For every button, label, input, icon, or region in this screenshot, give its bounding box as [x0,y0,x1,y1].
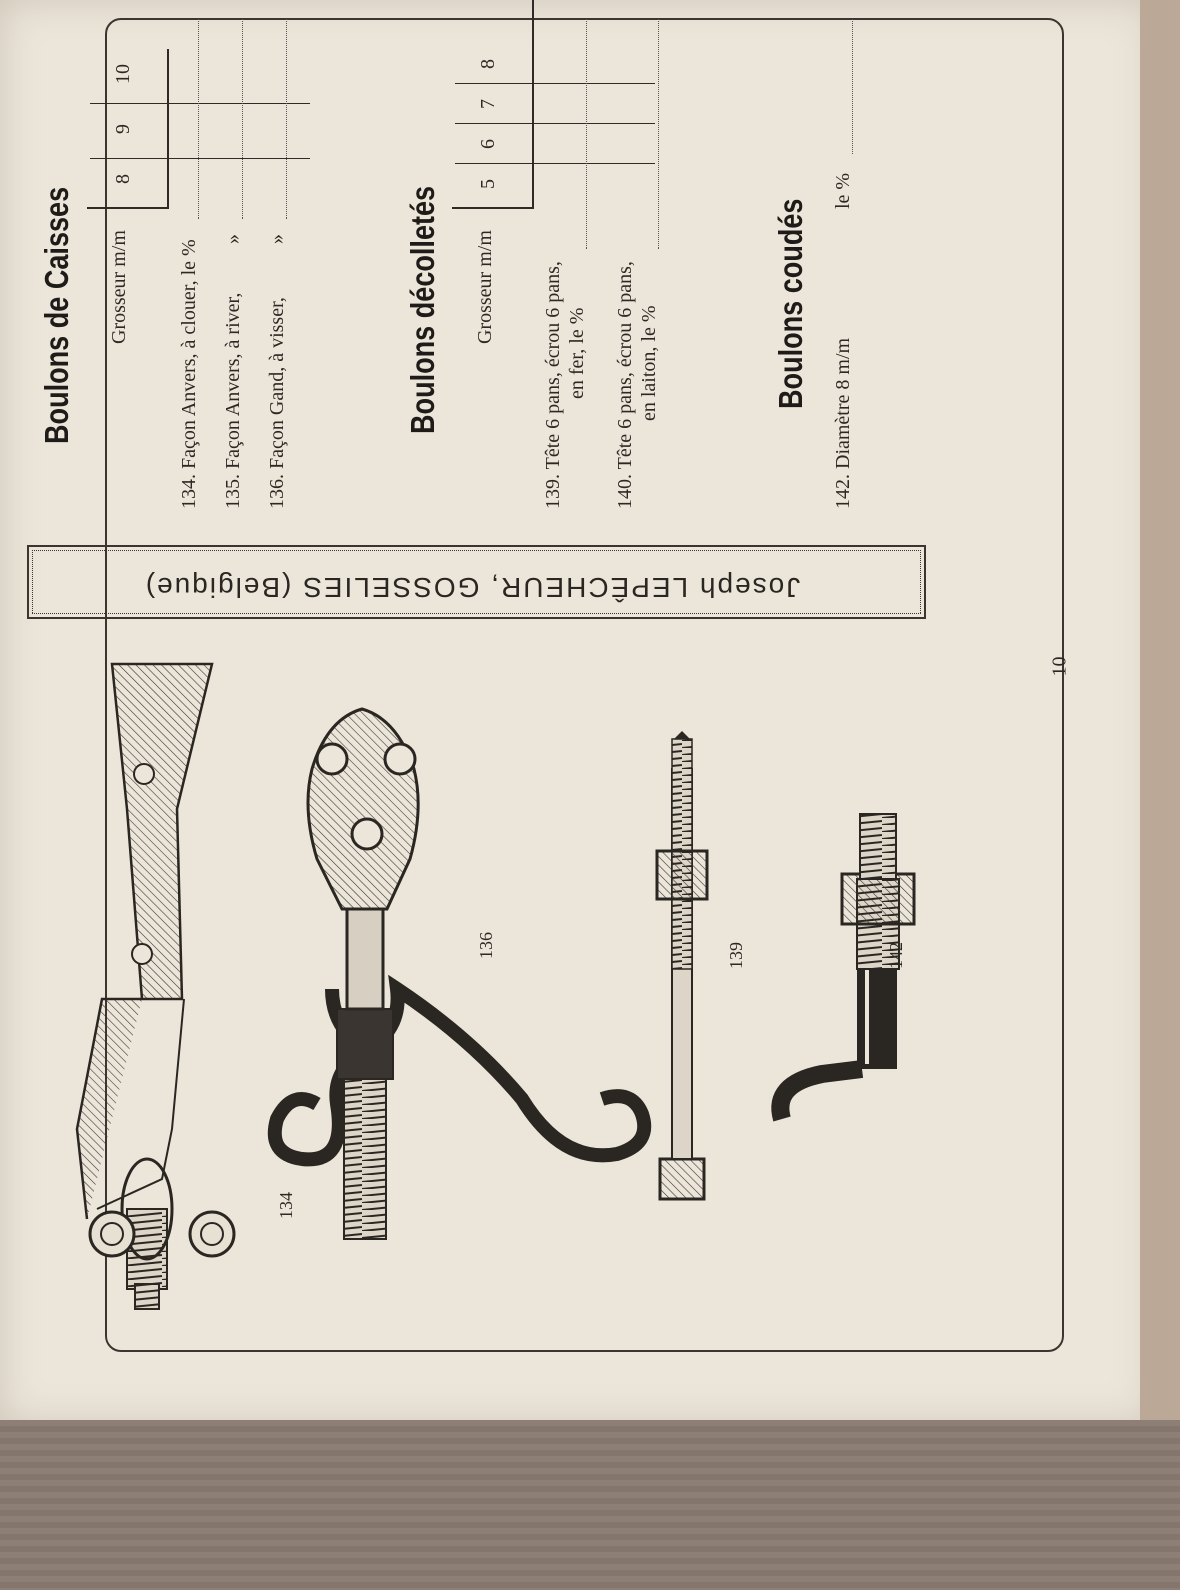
background-surface [0,1420,1180,1590]
table-col-line [90,103,310,104]
item-134: 134. Façon Anvers, à clouer, le % [178,239,200,509]
figure-label-134: 134 [276,1192,296,1219]
section-title-decolletes: Boulons décolletés [404,185,441,434]
book-spine [1140,0,1180,1420]
price-dots [852,19,853,154]
size-6: 6 [477,139,499,149]
rotated-content [2,9,952,1329]
price-dots [286,19,287,219]
size-9: 9 [112,124,134,134]
page-number: 10 [1048,656,1071,677]
table-rule [167,49,169,209]
figures-illustration [2,629,952,1329]
eye-bolt-strap-icon [77,664,234,1309]
size-label-caisses: Grosseur m/m [108,230,130,344]
item-140: 140. Tête 6 pans, écrou 6 pans, [614,261,636,509]
figure-label-139: 139 [726,942,746,969]
section-title-caisses: Boulons de Caisses [38,186,75,444]
size-10: 10 [112,64,134,84]
item-142-unit: le % [832,172,854,209]
price-dots [586,19,587,249]
item-139: 139. Tête 6 pans, écrou 6 pans, [542,261,564,509]
price-dots [198,19,199,219]
table-divider [452,207,534,209]
ditto-mark: » [266,234,288,244]
section-title-coudes: Boulons coudés [772,198,809,409]
price-dots [242,19,243,219]
price-dots [658,19,659,249]
table-rule [532,0,534,209]
ditto-mark: » [222,234,244,244]
hex-bolt-icon [657,731,707,1199]
size-5: 5 [477,179,499,189]
size-7: 7 [477,99,499,109]
item-135: 135. Façon Anvers, à river, [222,292,244,509]
item-142: 142. Diamètre 8 m/m [832,337,854,509]
size-8: 8 [112,174,134,184]
item-136: 136. Façon Gand, à visser, [266,297,288,509]
figure-label-142: 142 [886,942,906,969]
scroll-hook-bolt-icon [275,709,644,1239]
item-139-material: en fer, le % [566,307,588,399]
size-label-decolletes: Grosseur m/m [474,230,496,344]
figure-label-136: 136 [476,932,496,959]
size-8: 8 [477,59,499,69]
company-name: Joseph LEPÊCHEUR, GOSSELIES (Belgique) [143,572,801,603]
table-divider [87,207,169,209]
item-140-material: en laiton, le % [638,305,660,421]
